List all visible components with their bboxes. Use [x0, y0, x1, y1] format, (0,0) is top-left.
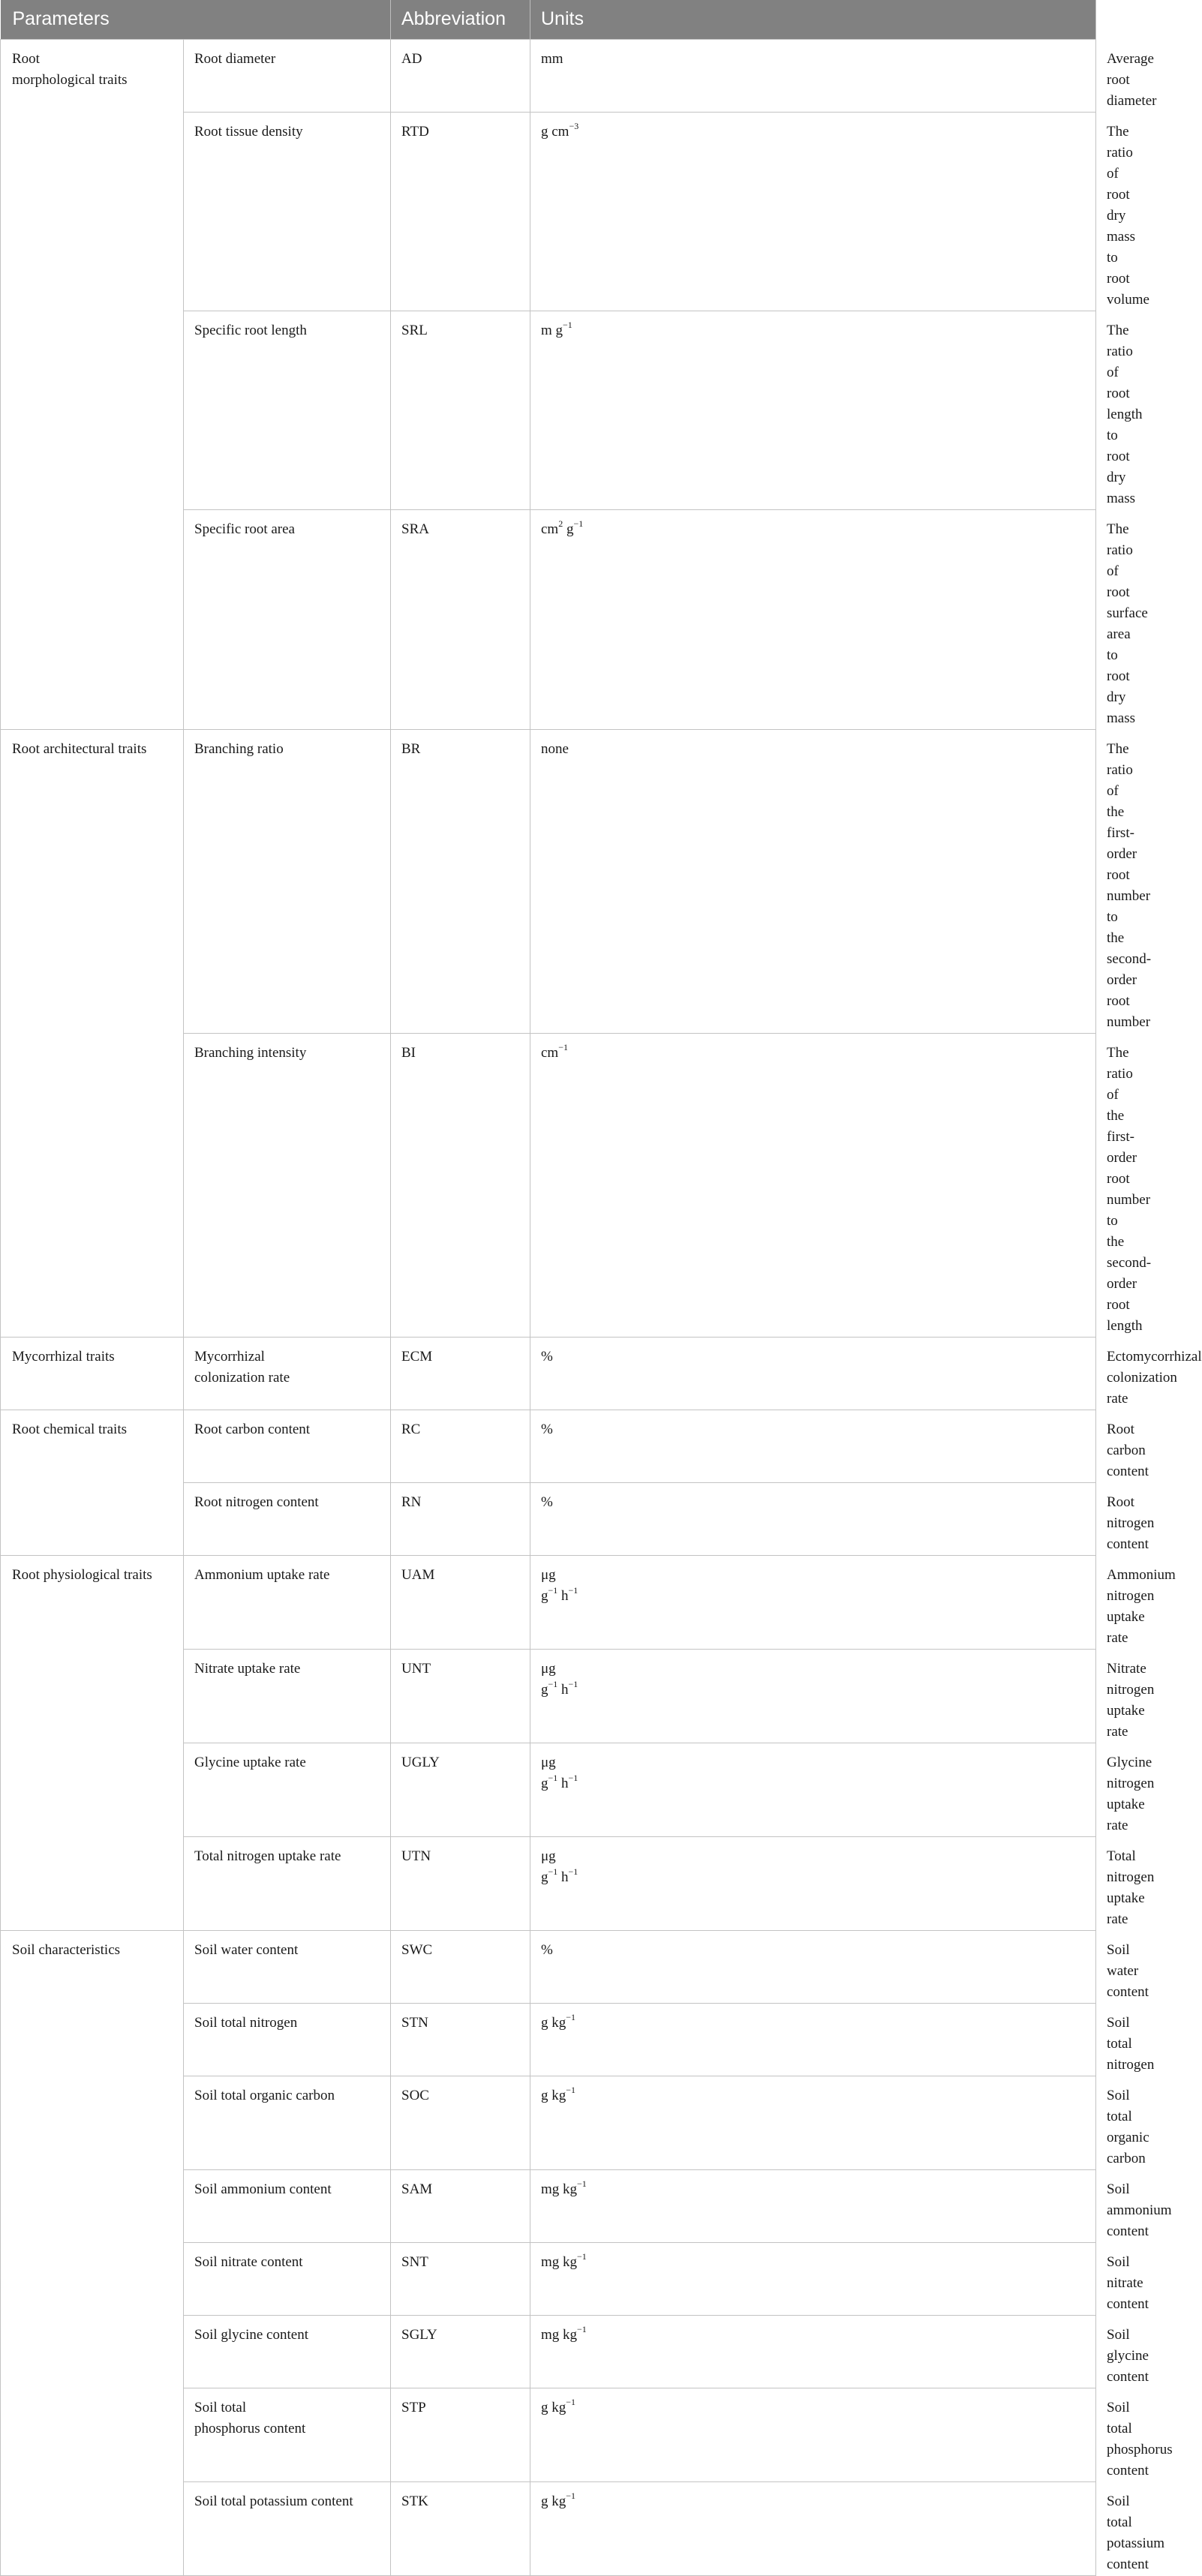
- unit-text: %: [541, 1941, 553, 1958]
- cell-line: Mycorrhizal traits: [12, 1348, 115, 1365]
- unit-text: cm: [541, 1044, 559, 1061]
- unit-line: [541, 320, 1085, 341]
- units-cell: [530, 1555, 1096, 1649]
- unit-line: [541, 1867, 1085, 1888]
- abbreviation-cell: BR: [391, 729, 530, 1033]
- abbreviation-cell: UTN: [391, 1836, 530, 1930]
- unit-line: [541, 1586, 1085, 1607]
- units-cell: [530, 2481, 1096, 2575]
- unit-text: none: [541, 740, 569, 757]
- cell-line: colonization rate: [194, 1369, 290, 1386]
- table-row: Root architectural traits Branching ratio BR none The ratio of the first-order root number to the second-order root number: [1, 729, 1096, 1033]
- group-name-cell: [1, 1410, 184, 1555]
- unit-exponent: −1: [568, 1773, 578, 1784]
- units-cell: [530, 1743, 1096, 1836]
- group-name-cell: [1, 1337, 184, 1410]
- unit-line: [541, 2179, 1085, 2200]
- unit-line: [541, 1492, 1085, 1513]
- group-name-cell: [1, 729, 184, 1337]
- unit-exponent: −1: [548, 1866, 558, 1878]
- unit-text: g: [541, 1869, 548, 1885]
- table-row: Soil nitrate content SNT mg $kg^{-1}$ Soil nitrate content: [1, 2242, 1096, 2315]
- parameter-cell: Soil glycine content: [184, 2315, 391, 2388]
- unit-text: m g: [541, 322, 563, 338]
- unit-text: h: [557, 1869, 569, 1885]
- unit-text: g kg: [541, 2399, 566, 2415]
- units-cell: [530, 2315, 1096, 2388]
- unit-exponent: −1: [566, 2490, 576, 2502]
- table-body: [1, 39, 1202, 2575]
- table-row: Soil characteristics Soil water content SWC % Soil water content: [1, 1930, 1096, 2003]
- table-row: Root morphological traits Root diameter AD mm Average root diameter: [1, 39, 1096, 112]
- table-row: Soil total organic carbon SOC g $kg^{-1}$ Soil total organic carbon: [1, 2076, 1096, 2169]
- table-row: Glycine uptake rate UGLY μg $g^{-1}$ $h^{-1}$ Glycine nitrogen uptake rate: [1, 1743, 1096, 1836]
- cell-line: Soil characteristics: [12, 1941, 121, 1958]
- unit-exponent: −1: [577, 2178, 587, 2190]
- unit-exponent: −1: [548, 1773, 558, 1784]
- parameter-cell: Nitrate uptake rate: [184, 1649, 391, 1743]
- parameter-cell: Ammonium uptake rate: [184, 1555, 391, 1649]
- unit-line: [541, 1680, 1085, 1701]
- cell-line: Mycorrhizal: [194, 1348, 265, 1365]
- unit-exponent: −3: [569, 121, 579, 132]
- cell-line: Root: [12, 50, 40, 67]
- group-name-cell: [1, 1555, 184, 1930]
- parameter-cell: Branching ratio: [184, 729, 391, 1033]
- parameter-cell: Root nitrogen content: [184, 1482, 391, 1555]
- units-cell: [530, 2388, 1096, 2481]
- unit-text: g: [541, 1775, 548, 1791]
- unit-text: mg kg: [541, 2181, 578, 2197]
- unit-exponent: 2: [558, 518, 563, 530]
- unit-text: %: [541, 1421, 553, 1437]
- unit-exponent: −1: [577, 2324, 587, 2335]
- group-name-cell: [1, 1930, 184, 2575]
- header-parameters: Parameters: [1, 0, 391, 39]
- units-cell: [530, 509, 1096, 729]
- unit-text: h: [557, 1775, 569, 1791]
- abbreviation-cell: SNT: [391, 2242, 530, 2315]
- abbreviation-cell: SAM: [391, 2169, 530, 2242]
- parameter-cell: Root tissue density: [184, 112, 391, 311]
- table-row: Root chemical traits Root carbon content RC % Root carbon content: [1, 1410, 1096, 1482]
- unit-text: g: [541, 1587, 548, 1604]
- abbreviation-cell: RC: [391, 1410, 530, 1482]
- parameter-cell: Soil total nitrogen: [184, 2003, 391, 2076]
- unit-exponent: −1: [566, 2012, 576, 2023]
- unit-line: [541, 2013, 1085, 2034]
- parameter-cell: Root diameter: [184, 39, 391, 112]
- units-cell: [530, 1482, 1096, 1555]
- unit-line: [541, 1347, 1085, 1368]
- unit-text: mg kg: [541, 2253, 578, 2270]
- table-row: Soil glycine content SGLY mg $kg^{-1}$ Soil glycine content: [1, 2315, 1096, 2388]
- abbreviation-cell: SRL: [391, 311, 530, 509]
- cell-line: morphological traits: [12, 71, 128, 88]
- unit-line: [541, 519, 1085, 540]
- table-row: Soil total phosphorus content STP g $kg^{-1}$ Soil total phosphorus content: [1, 2388, 1096, 2481]
- parameter-cell: Specific root length: [184, 311, 391, 509]
- unit-exponent: −1: [566, 2397, 576, 2408]
- abbreviation-cell: SRA: [391, 509, 530, 729]
- unit-line: [541, 49, 1085, 70]
- units-cell: [530, 729, 1096, 1033]
- table-row: Soil total nitrogen STN g $kg^{-1}$ Soil total nitrogen: [1, 2003, 1096, 2076]
- unit-line: [541, 1752, 1085, 1773]
- unit-line: [541, 1659, 1085, 1680]
- unit-line: [541, 2085, 1085, 2106]
- units-cell: [530, 1836, 1096, 1930]
- unit-exponent: −1: [563, 320, 572, 331]
- cell-line: Root physiological traits: [12, 1566, 152, 1583]
- unit-text: g: [541, 1681, 548, 1698]
- units-cell: [530, 1930, 1096, 2003]
- abbreviation-cell: SGLY: [391, 2315, 530, 2388]
- cell-line: Soil total: [194, 2399, 247, 2415]
- table-row: Specific root length SRL m $g^{-1}$ The ratio of root length to root dry mass: [1, 311, 1096, 509]
- units-cell: [530, 112, 1096, 311]
- unit-line: [541, 2325, 1085, 2346]
- unit-text: cm: [541, 521, 559, 537]
- cell-line: Root chemical traits: [12, 1421, 128, 1437]
- unit-text: g kg: [541, 2014, 566, 2031]
- parameter-cell: [184, 1337, 391, 1410]
- units-cell: [530, 1410, 1096, 1482]
- units-cell: [530, 1649, 1096, 1743]
- parameter-cell: Soil water content: [184, 1930, 391, 2003]
- unit-line: [541, 2252, 1085, 2273]
- units-cell: [530, 2242, 1096, 2315]
- table-row: Branching intensity BI $cm^{-1}$ The ratio of the first-order root number to the second-order root length: [1, 1033, 1096, 1337]
- unit-line: [541, 1846, 1085, 1867]
- unit-line: [541, 1773, 1085, 1794]
- unit-exponent: −1: [568, 1585, 578, 1596]
- unit-exponent: −1: [566, 2085, 576, 2096]
- parameter-cell: Glycine uptake rate: [184, 1743, 391, 1836]
- unit-text: μg: [541, 1566, 556, 1583]
- units-cell: [530, 2076, 1096, 2169]
- abbreviation-cell: STN: [391, 2003, 530, 2076]
- table-row: Root tissue density RTD g $cm^{-3}$ The ratio of root dry mass to root volume: [1, 112, 1096, 311]
- unit-exponent: −1: [558, 1042, 568, 1053]
- header-row: Parameters Abbreviation Units Description: [1, 0, 1096, 39]
- unit-text: μg: [541, 1848, 556, 1864]
- units-cell: [530, 2003, 1096, 2076]
- abbreviation-cell: RN: [391, 1482, 530, 1555]
- abbreviation-cell: STK: [391, 2481, 530, 2575]
- units-cell: [530, 1033, 1096, 1337]
- parameter-cell: Soil total potassium content: [184, 2481, 391, 2575]
- unit-text: h: [557, 1681, 569, 1698]
- parameter-cell: Soil nitrate content: [184, 2242, 391, 2315]
- unit-line: [541, 739, 1085, 760]
- unit-line: [541, 1419, 1085, 1440]
- unit-line: [541, 1043, 1085, 1064]
- unit-exponent: −1: [548, 1679, 558, 1690]
- unit-line: [541, 2397, 1085, 2418]
- units-cell: [530, 1337, 1096, 1410]
- table-row: Total nitrogen uptake rate UTN μg $g^{-1}$ $h^{-1}$ Total nitrogen uptake rate: [1, 1836, 1096, 1930]
- units-cell: [530, 39, 1096, 112]
- parameter-cell: Soil total organic carbon: [184, 2076, 391, 2169]
- units-cell: [530, 311, 1096, 509]
- parameter-cell: Branching intensity: [184, 1033, 391, 1337]
- unit-exponent: −1: [577, 2251, 587, 2262]
- abbreviation-cell: UAM: [391, 1555, 530, 1649]
- unit-text: g cm: [541, 123, 569, 140]
- abbreviation-cell: SWC: [391, 1930, 530, 2003]
- unit-line: [541, 122, 1085, 143]
- abbreviation-cell: UNT: [391, 1649, 530, 1743]
- table-row: Root physiological traits Ammonium uptake rate UAM μg $g^{-1}$ $h^{-1}$ Ammonium nitrogen uptake rate: [1, 1555, 1096, 1649]
- table-row: Specific root area SRA $cm^2$ $g^{-1}$ The ratio of root surface area to root dry mass: [1, 509, 1096, 729]
- unit-text: mg kg: [541, 2326, 578, 2343]
- parameter-cell: Specific root area: [184, 509, 391, 729]
- unit-text: g kg: [541, 2493, 566, 2509]
- unit-text: h: [557, 1587, 569, 1604]
- unit-line: [541, 1565, 1085, 1586]
- abbreviation-cell: AD: [391, 39, 530, 112]
- unit-text: %: [541, 1494, 553, 1510]
- abbreviation-cell: SOC: [391, 2076, 530, 2169]
- unit-line: [541, 1940, 1085, 1961]
- abbreviation-cell: BI: [391, 1033, 530, 1337]
- unit-line: [541, 2491, 1085, 2512]
- unit-text: g: [563, 521, 574, 537]
- table-row: Soil total potassium content STK g $kg^{-1}$ Soil total potassium content: [1, 2481, 1096, 2575]
- table-row: Root nitrogen content RN % Root nitrogen content: [1, 1482, 1096, 1555]
- header-units: Units: [530, 0, 1096, 39]
- header-abbreviation: Abbreviation: [391, 0, 530, 39]
- unit-text: g kg: [541, 2087, 566, 2103]
- unit-exponent: −1: [568, 1679, 578, 1690]
- abbreviation-cell: STP: [391, 2388, 530, 2481]
- unit-exponent: −1: [573, 518, 584, 530]
- unit-text: μg: [541, 1660, 556, 1677]
- parameter-cell: Total nitrogen uptake rate: [184, 1836, 391, 1930]
- group-name-cell: [1, 39, 184, 729]
- table-row: Mycorrhizal traits Mycorrhizal colonization rate ECM % Ectomycorrhizal colonization rate: [1, 1337, 1096, 1410]
- units-cell: [530, 2169, 1096, 2242]
- abbreviation-cell: ECM: [391, 1337, 530, 1410]
- unit-text: μg: [541, 1754, 556, 1770]
- unit-text: %: [541, 1348, 553, 1365]
- abbreviation-cell: RTD: [391, 112, 530, 311]
- table-row: Nitrate uptake rate UNT μg $g^{-1}$ $h^{-1}$ Nitrate nitrogen uptake rate: [1, 1649, 1096, 1743]
- unit-exponent: −1: [568, 1866, 578, 1878]
- unit-exponent: −1: [548, 1585, 558, 1596]
- parameter-cell: Root carbon content: [184, 1410, 391, 1482]
- cell-line: phosphorus content: [194, 2420, 306, 2436]
- unit-text: mm: [541, 50, 563, 67]
- parameter-cell: Soil ammonium content: [184, 2169, 391, 2242]
- abbreviation-cell: UGLY: [391, 1743, 530, 1836]
- parameter-cell: [184, 2388, 391, 2481]
- cell-line: Root architectural traits: [12, 740, 147, 757]
- table-row: Soil ammonium content SAM mg $kg^{-1}$ Soil ammonium content: [1, 2169, 1096, 2242]
